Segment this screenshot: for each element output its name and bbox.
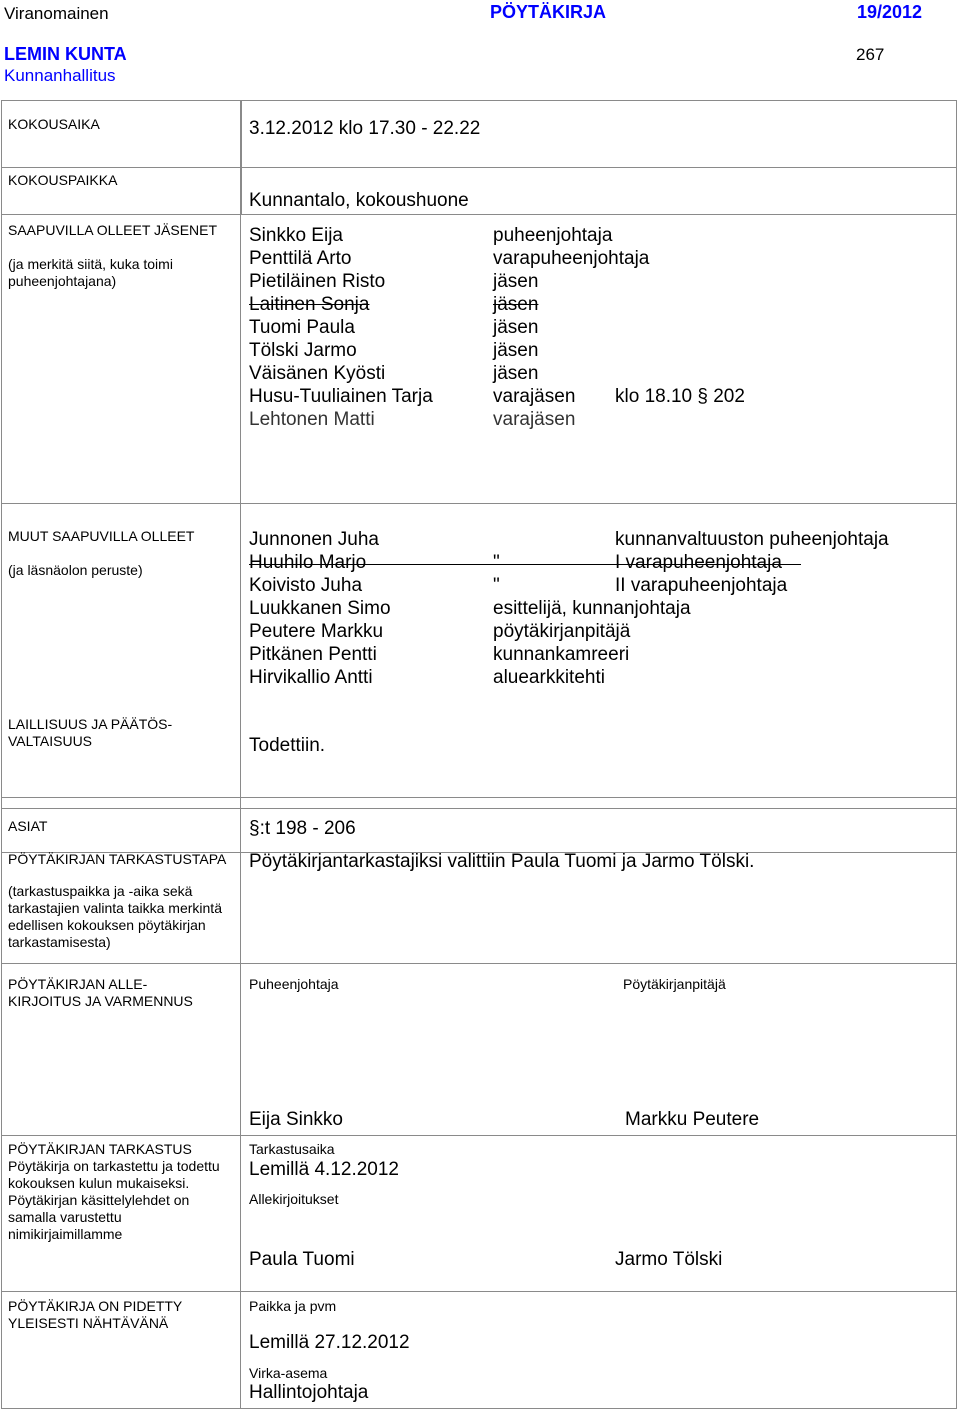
legality-label: LAILLISUUS JA PÄÄTÖS-VALTAISUUS xyxy=(8,716,173,749)
review-label: PÖYTÄKIRJAN TARKASTUS xyxy=(8,1141,192,1157)
members-sublabel: (ja merkitä siitä, kuka toimi puheenjohtajana) xyxy=(8,256,173,289)
member-note: klo 18.10 § 202 xyxy=(615,386,745,407)
member-name: Tölski Jarmo xyxy=(249,340,357,361)
member-name: Väisänen Kyösti xyxy=(249,363,386,384)
chair-label: Puheenjohtaja xyxy=(249,976,339,992)
attendee-role: I varapuheenjohtaja xyxy=(615,552,782,573)
items-value: §:t 198 - 206 xyxy=(249,818,356,839)
others-label: MUUT SAAPUVILLA OLLEET xyxy=(8,528,195,544)
member-role: jäsen xyxy=(493,340,539,361)
meeting-place-value: Kunnantalo, kokoushuone xyxy=(249,190,469,211)
org-name: LEMIN KUNTA xyxy=(4,44,127,64)
review-time-value: Lemillä 4.12.2012 xyxy=(249,1159,399,1180)
doc-type: PÖYTÄKIRJA xyxy=(490,2,607,22)
legality-value: Todettiin. xyxy=(249,735,326,756)
secretary-label: Pöytäkirjanpitäjä xyxy=(623,976,726,992)
members-label: SAAPUVILLA OLLEET JÄSENET xyxy=(8,222,218,238)
attendee-role: aluearkkitehti xyxy=(493,667,605,688)
signing-label: PÖYTÄKIRJAN ALLE-KIRJOITUS JA VARMENNUS xyxy=(8,976,193,1009)
attendee-mark: " xyxy=(493,552,500,573)
attendee-role: kunnanvaltuuston puheenjohtaja xyxy=(615,529,889,550)
attendee-name: Junnonen Juha xyxy=(249,529,379,550)
cell-time-label xyxy=(1,100,241,168)
member-role: puheenjohtaja xyxy=(493,225,613,246)
review-method-label: PÖYTÄKIRJAN TARKASTUSTAPA xyxy=(8,851,227,867)
member-role-struck: jäsen xyxy=(493,294,539,315)
attendee-name: Luukkanen Simo xyxy=(249,598,391,619)
member-name: Pietiläinen Risto xyxy=(249,271,386,292)
secretary-name: Markku Peutere xyxy=(625,1109,760,1130)
header-authority: Viranomainen xyxy=(4,4,109,23)
attendee-name: Pitkänen Pentti xyxy=(249,644,377,665)
public-label: PÖYTÄKIRJA ON PIDETTY YLEISESTI NÄHTÄVÄNÄ xyxy=(8,1298,183,1331)
member-role: varajäsen xyxy=(493,409,576,430)
place-label: Paikka ja pvm xyxy=(249,1298,337,1314)
member-role: varajäsen xyxy=(493,386,576,407)
member-name: Husu-Tuuliainen Tarja xyxy=(249,386,433,407)
items-label: ASIAT xyxy=(8,818,48,834)
review-method-sublabel: (tarkastuspaikka ja -aika sekä tarkastajien valinta taikka merkintä edellisen kokouksen pöytäkirjan tarkastamisesta) xyxy=(8,883,222,950)
doc-number: 19/2012 xyxy=(857,2,923,22)
review-method-value: Pöytäkirjantarkastajiksi valittiin Paula Tuomi ja Jarmo Tölski. xyxy=(249,851,755,872)
meeting-time-value: 3.12.2012 klo 17.30 - 22.22 xyxy=(249,118,481,139)
chair-name: Eija Sinkko xyxy=(249,1109,343,1130)
signer-2: Jarmo Tölski xyxy=(615,1249,723,1270)
review-time-label: Tarkastusaika xyxy=(249,1141,335,1157)
member-name-struck: Laitinen Sonja xyxy=(249,294,370,315)
attendee-role: pöytäkirjanpitäjä xyxy=(493,621,631,642)
position-value: Hallintojohtaja xyxy=(249,1382,369,1403)
member-role: jäsen xyxy=(493,317,539,338)
page-number: 267 xyxy=(856,45,885,64)
attendee-name: Peutere Markku xyxy=(249,621,384,642)
member-name: Penttilä Arto xyxy=(249,248,352,269)
attendee-name: Huuhilo Marjo xyxy=(249,552,367,573)
signatures-label: Allekirjoitukset xyxy=(249,1191,339,1207)
attendee-role: II varapuheenjohtaja xyxy=(615,575,788,596)
attendee-role: kunnankamreeri xyxy=(493,644,630,665)
attendee-mark: " xyxy=(493,575,500,596)
review-sublabel: Pöytäkirja on tarkastettu ja todettu kokouksen kulun mukaiseksi. Pöytäkirjan käsittelylehdet on samalla varustettu nimikirjaimillamme xyxy=(8,1158,220,1242)
member-name: Lehtonen Matti xyxy=(249,409,375,430)
member-name: Sinkko Eija xyxy=(249,225,343,246)
attendee-role: esittelijä, kunnanjohtaja xyxy=(493,598,691,619)
position-label: Virka-asema xyxy=(249,1365,328,1381)
member-role: jäsen xyxy=(493,363,539,384)
attendee-name: Hirvikallio Antti xyxy=(249,667,373,688)
body-name: Kunnanhallitus xyxy=(4,66,116,85)
member-role: jäsen xyxy=(493,271,539,292)
place-value: Lemillä 27.12.2012 xyxy=(249,1332,410,1353)
member-role: varapuheenjohtaja xyxy=(493,248,650,269)
member-name: Tuomi Paula xyxy=(249,317,355,338)
attendee-name: Koivisto Juha xyxy=(249,575,363,596)
meeting-time-label: KOKOUSAIKA xyxy=(8,116,100,132)
signer-1: Paula Tuomi xyxy=(249,1249,355,1270)
others-sublabel: (ja läsnäolon peruste) xyxy=(8,562,143,578)
attendee-row-struck xyxy=(249,552,801,576)
meeting-place-label: KOKOUSPAIKKA xyxy=(8,172,118,188)
